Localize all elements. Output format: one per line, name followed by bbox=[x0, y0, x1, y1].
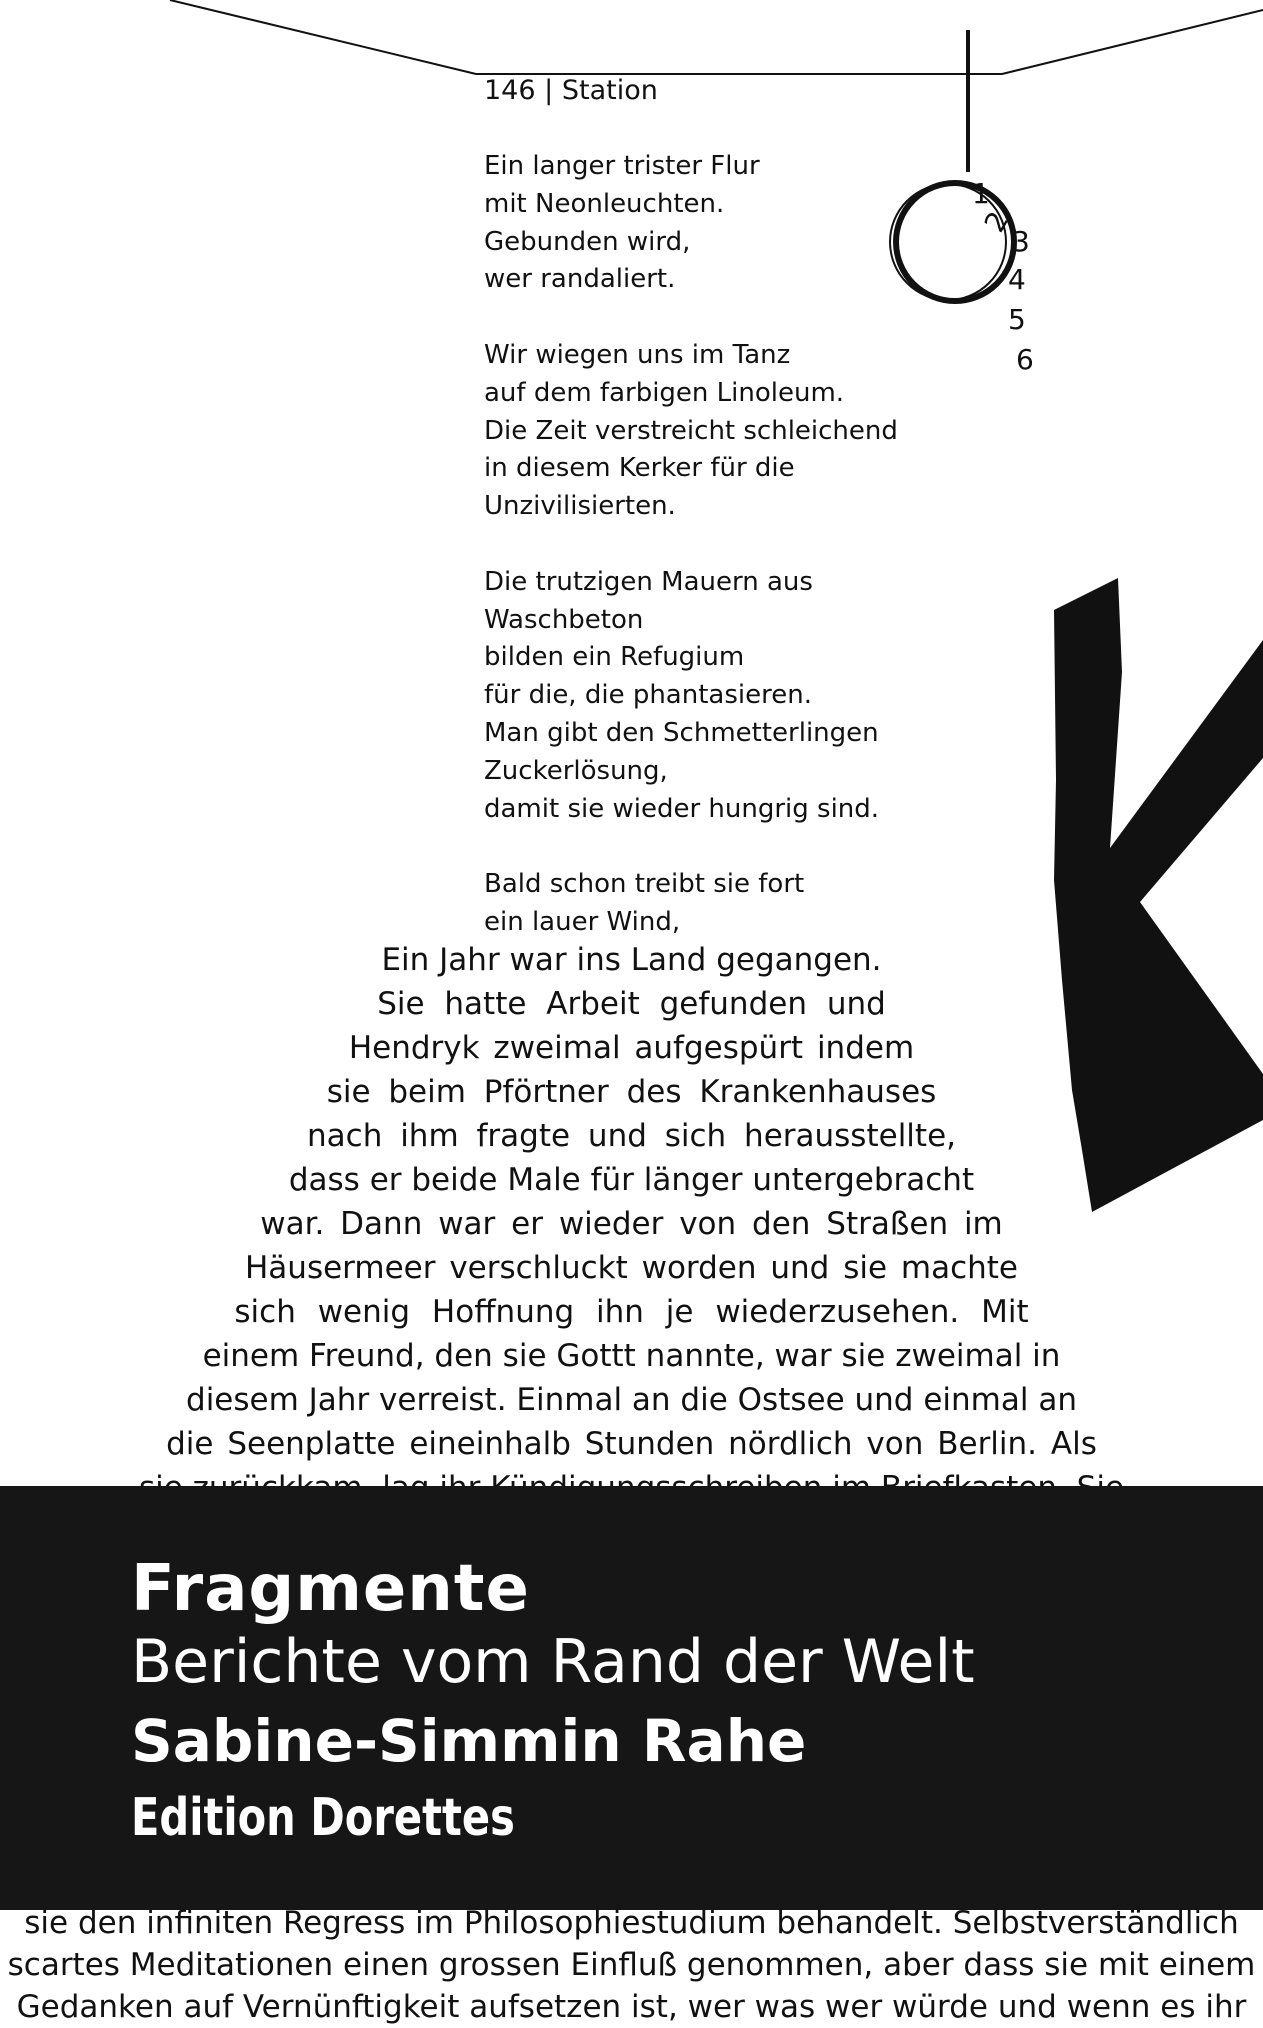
poem bbox=[484, 148, 1004, 942]
section-title: Station bbox=[561, 75, 658, 106]
book-publisher: Edition Dorettes bbox=[131, 1788, 515, 1848]
dial-number: 4 bbox=[1008, 263, 1026, 296]
poem-line: wer randaliert. bbox=[484, 264, 676, 295]
cover-title-band bbox=[0, 1486, 1263, 1910]
poem-line: Ein langer trister Flur bbox=[484, 151, 760, 181]
poem-line: Waschbeton bbox=[484, 604, 644, 635]
poem-stanza bbox=[484, 337, 1004, 526]
poem-line: mit Neonleuchten. bbox=[484, 188, 725, 219]
poem-line: Bald schon treibt sie fort bbox=[484, 869, 805, 900]
dial-number: 3 bbox=[1012, 225, 1030, 258]
bottom-text-line: Gedanken auf Vernünftigkeit aufsetzen ist, wer was wer würde und wenn es ihr bbox=[16, 1989, 1247, 2025]
poem-line: bilden ein Refugium bbox=[484, 642, 745, 673]
prose-line: Häusermeer verschluckt worden und sie machte bbox=[245, 1250, 1018, 1286]
string-line-right bbox=[1002, 10, 1263, 74]
dial-number: 2 bbox=[977, 205, 1016, 238]
dial-number: 6 bbox=[1016, 343, 1034, 376]
poem-line: Unzivilisierten. bbox=[484, 491, 676, 522]
string-line-left bbox=[170, 0, 476, 74]
bottom-text-line: scartes Meditationen einen grossen Einfluß genommen, aber dass sie mit einem bbox=[7, 1947, 1256, 1983]
poem-line: damit sie wieder hungrig sind. bbox=[484, 793, 880, 824]
dial-number: 5 bbox=[1008, 303, 1026, 336]
prose-line: sich wenig Hoffnung ihn je wiederzusehen. Mit bbox=[234, 1294, 1029, 1330]
prose-line: Sie hatte Arbeit gefunden und bbox=[377, 986, 886, 1022]
poem-stanza bbox=[484, 564, 1004, 829]
prose-line: nach ihm fragte und sich herausstellte, bbox=[307, 1118, 956, 1154]
poem-line: auf dem farbigen Linoleum. bbox=[484, 377, 845, 408]
prose-line: war. Dann war er wieder von den Straßen im bbox=[260, 1206, 1003, 1242]
prose-line: sie beim Pförtner des Krankenhauses bbox=[326, 1074, 937, 1110]
poem-line: Man gibt den Schmetterlingen bbox=[484, 717, 879, 748]
poem-line: ein lauer Wind, bbox=[484, 906, 681, 937]
poem-stanza bbox=[484, 866, 1004, 942]
running-header bbox=[484, 74, 658, 108]
page-number: 146 bbox=[484, 75, 536, 106]
prose-line: die Seenplatte eineinhalb Stunden nördlich von Berlin. Als bbox=[166, 1426, 1097, 1462]
poem-line: Gebunden wird, bbox=[484, 226, 691, 257]
poem-line: Die trutzigen Mauern aus bbox=[484, 566, 813, 597]
book-subtitle: Berichte vom Rand der Welt bbox=[131, 1627, 975, 1697]
dial-number: 1 bbox=[972, 177, 990, 210]
prose-line: Hendryk zweimal aufgespürt indem bbox=[348, 1030, 915, 1066]
book-author: Sabine-Simmin Rahe bbox=[131, 1707, 807, 1775]
prose-line: Ein Jahr war ins Land gegangen. bbox=[381, 942, 882, 978]
poem-line: Zuckerlösung, bbox=[484, 755, 668, 786]
prose-line: einem Freund, den sie Gottt nannte, war sie zweimal in bbox=[202, 1338, 1061, 1374]
poem-line: Die Zeit verstreicht schleichend bbox=[484, 415, 898, 446]
header-separator: | bbox=[544, 75, 554, 106]
prose-line: diesem Jahr verreist. Einmal an die Ostsee und einmal an bbox=[186, 1382, 1077, 1418]
book-title: Fragmente bbox=[131, 1552, 530, 1626]
bottom-text-line: sie den infiniten Regress im Philosophiestudium behandelt. Selbstverständlich bbox=[24, 1905, 1239, 1941]
poem-line: in diesem Kerker für die bbox=[484, 453, 795, 484]
poem-line: Wir wiegen uns im Tanz bbox=[484, 339, 791, 370]
poem-line: für die, die phantasieren. bbox=[484, 680, 812, 711]
poem-stanza bbox=[484, 148, 1004, 299]
prose-line: dass er beide Male für länger untergebracht bbox=[288, 1162, 975, 1198]
